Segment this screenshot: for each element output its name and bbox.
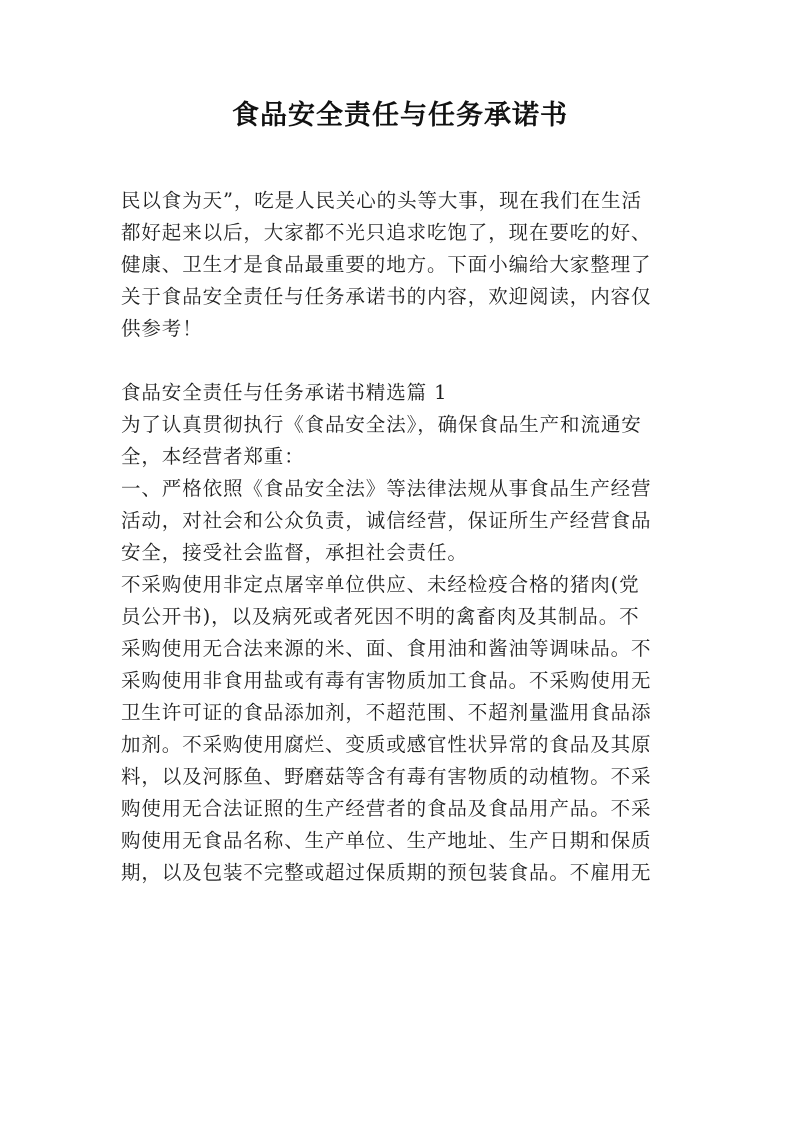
intro-line: 健康、卫生才是食品最重要的地方。下面小编给大家整理了 [121,253,652,276]
body-line: 全，本经营者郑重： [121,445,305,468]
intro-line: 民以食为天”，吃是人民关心的头等大事，现在我们在生活 [121,189,642,212]
body-line: 安全，接受社会监督，承担社会责任。 [121,541,468,564]
body-line: 采购使用非食用盐或有毒有害物质加工食品。不采购使用无 [121,669,652,692]
document-body [121,185,681,889]
body-line: 料，以及河豚鱼、野磨菇等含有毒有害物质的动植物。不采 [121,765,652,788]
body-line: 不采购使用非定点屠宰单位供应、未经检疫合格的猪肉(党 [121,573,640,596]
body-line: 为了认真贯彻执行《食品安全法》，确保食品生产和流通安 [121,413,642,436]
intro-line: 供参考！ [121,317,203,340]
intro-line: 都好起来以后，大家都不光只追求吃饱了，现在要吃的好、 [121,221,652,244]
document-title: 食品安全责任与任务承诺书 [232,100,568,131]
body-line: 员公开书)，以及病死或者死因不明的禽畜肉及其制品。不 [121,605,640,628]
section-heading: 食品安全责任与任务承诺书精选篇 1 [121,381,448,404]
paragraph-gap [121,345,681,377]
body-line: 采购使用无合法来源的米、面、食用油和酱油等调味品。不 [121,637,652,660]
body-line: 一、严格依照《食品安全法》等法律法规从事食品生产经营 [121,477,652,500]
intro-line: 关于食品安全责任与任务承诺书的内容，欢迎阅读，内容仅 [121,285,652,308]
body-line: 活动，对社会和公众负责，诚信经营，保证所生产经营食品 [121,509,652,532]
body-line: 加剂。不采购使用腐烂、变质或感官性状异常的食品及其原 [121,733,652,756]
body-line: 购使用无食品名称、生产单位、生产地址、生产日期和保质 [121,829,652,852]
body-line: 卫生许可证的食品添加剂，不超范围、不超剂量滥用食品添 [121,701,652,724]
body-line: 购使用无合法证照的生产经营者的食品及食品用产品。不采 [121,797,652,820]
body-line: 期，以及包装不完整或超过保质期的预包装食品。不雇用无 [121,861,652,884]
